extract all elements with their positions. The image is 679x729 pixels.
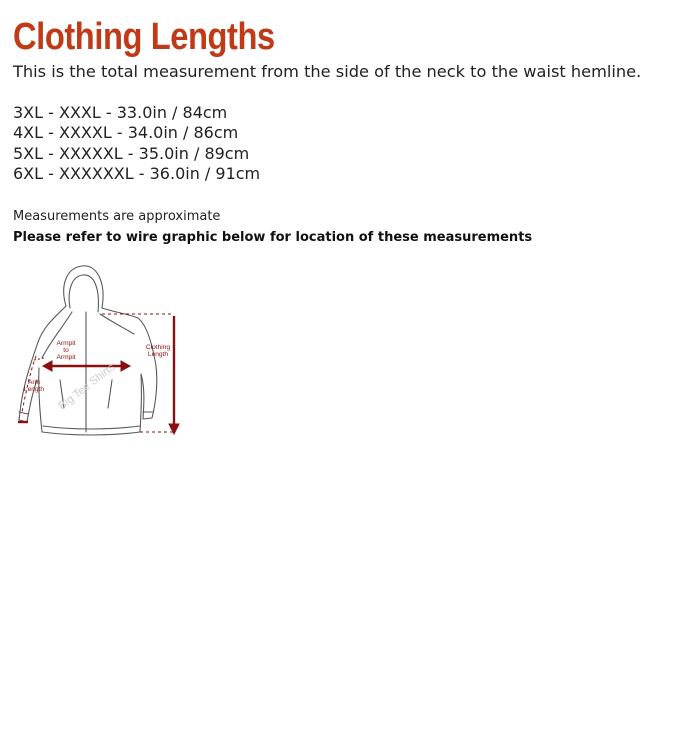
svg-text:Armpit: Armpit [56,354,76,361]
svg-text:Clothing: Clothing [145,344,171,351]
jacket-measurement-diagram [10,262,185,438]
watermark-text: Big Tee Shirts [56,361,118,413]
svg-text:to: to [63,347,69,354]
size-row-3xl: 3XL - XXXL - 33.0in / 84cm [13,103,228,122]
svg-text:Length: Length [23,386,45,393]
wire-graphic-instruction: Please refer to wire graphic below for location of these measurements [13,230,533,245]
clothing-length-label [146,344,171,358]
arm-length-label [24,379,45,393]
svg-text:Length: Length [147,351,169,358]
armpit-label [56,340,75,361]
svg-text:Arm: Arm [27,379,41,386]
size-list [13,103,260,184]
approximate-note: Measurements are approximate [13,209,221,224]
page-subtitle: This is the total measurement from the side of the neck to the waist hemline. [13,62,642,81]
jacket-outline [19,266,157,435]
svg-text:Armpit: Armpit [56,340,76,347]
size-row-5xl: 5XL - XXXXXL - 35.0in / 89cm [13,143,250,163]
size-row-4xl: 4XL - XXXXL - 34.0in / 86cm [13,123,239,143]
size-row-6xl: 6XL - XXXXXXL - 36.0in / 91cm [13,163,261,183]
page-title: Clothing Lengths [13,16,275,58]
